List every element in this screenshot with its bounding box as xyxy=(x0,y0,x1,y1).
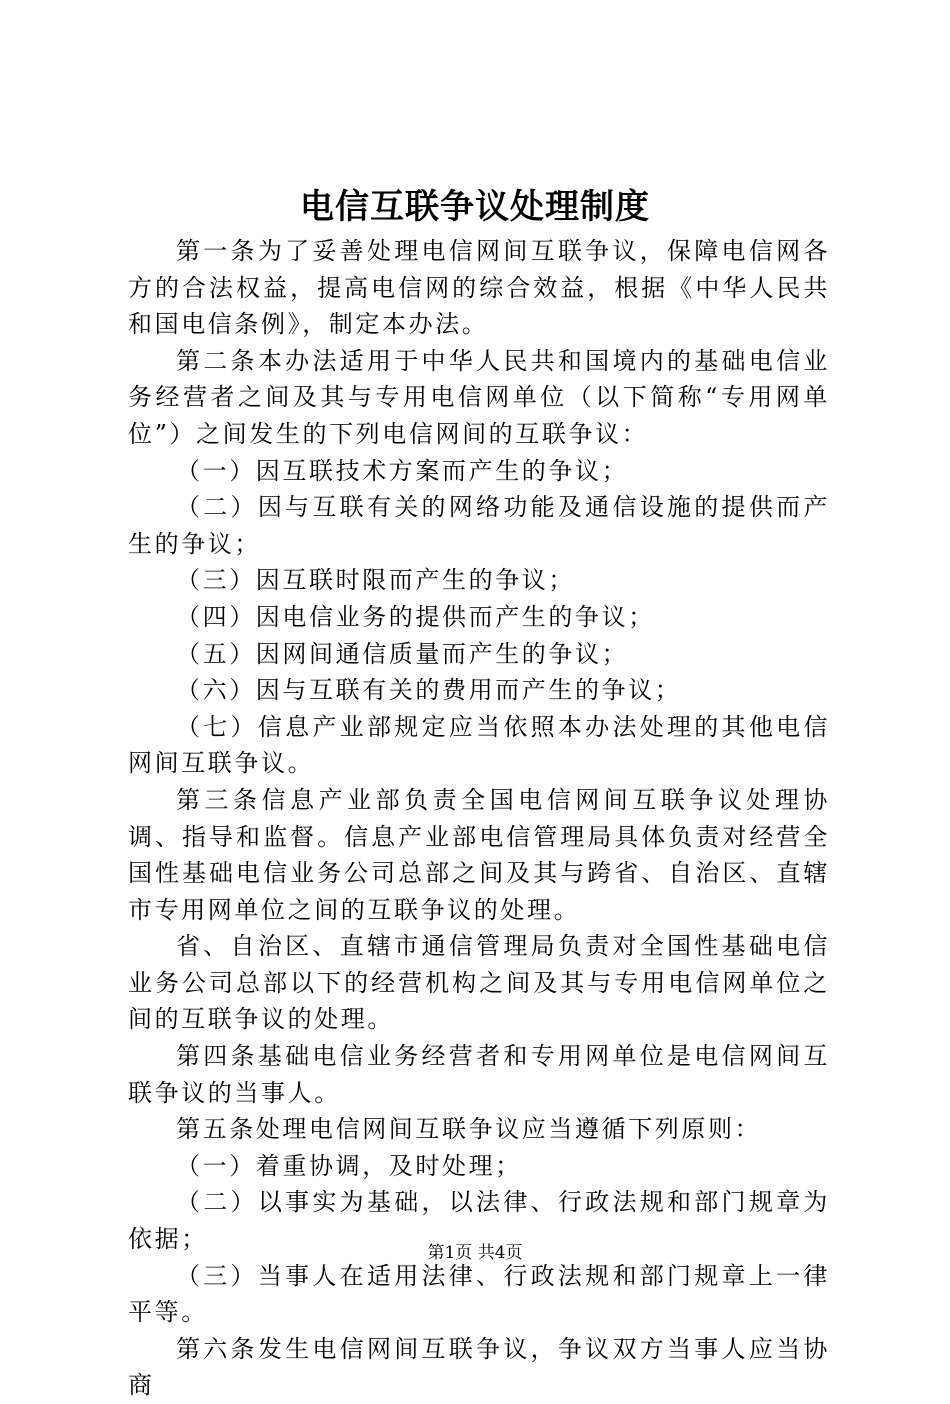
paragraph: （二）以事实为基础，以法律、行政法规和部门规章为依据； xyxy=(128,1188,830,1254)
paragraph: （三）因互联时限而产生的争议； xyxy=(176,566,575,595)
paragraph: 省、自治区、直辖市通信管理局负责对全国性基础电信业务公司总部以下的经营机构之间及其与专用电信网单位之间的互联争议的处理。 xyxy=(128,932,830,1034)
paragraph: 第六条发生电信网间互联争议，争议双方当事人应当协商 xyxy=(128,1334,830,1400)
paragraph: （一）因互联技术方案而产生的争议； xyxy=(176,456,629,485)
paragraph: 第四条基础电信业务经营者和专用网单位是电信网间互联争议的当事人。 xyxy=(128,1042,830,1107)
paragraph: （三）当事人在适用法律、行政法规和部门规章上一律平等。 xyxy=(128,1261,830,1327)
paragraph: （一）着重协调，及时处理； xyxy=(176,1151,522,1180)
paragraph: 第二条本办法适用于中华人民共和国境内的基础电信业务经营者之间及其与专用电信网单位（以下简称“专用网单位”）之间发生的下列电信网间的互联争议： xyxy=(128,346,830,448)
page-footer: 第1页 共4页 xyxy=(427,1243,523,1263)
paragraph: （四）因电信业务的提供而产生的争议； xyxy=(176,602,655,631)
paragraph: （六）因与互联有关的费用而产生的争议； xyxy=(176,676,682,705)
paragraph: 第三条信息产业部负责全国电信网间互联争议处理协调、指导和监督。信息产业部电信管理局具体负责对经营全国性基础电信业务公司总部之间及其与跨省、自治区、直辖市专用网单位之间的互联争议的处理。 xyxy=(128,785,830,924)
paragraph: 第一条为了妥善处理电信网间互联争议，保障电信网各方的合法权益，提高电信网的综合效益，根据《中华人民共和国电信条例》，制定本办法。 xyxy=(128,237,830,339)
paragraph: （七）信息产业部规定应当依照本办法处理的其他电信网间互联争议。 xyxy=(128,712,830,778)
paragraph: 第五条处理电信网间互联争议应当遵循下列原则： xyxy=(176,1115,762,1144)
paragraph: （二）因与互联有关的网络功能及通信设施的提供而产生的争议； xyxy=(128,493,830,558)
document-title: 电信互联争议处理制度 xyxy=(300,187,650,227)
paragraph: （五）因网间通信质量而产生的争议； xyxy=(176,639,629,668)
document-body xyxy=(128,233,830,1404)
